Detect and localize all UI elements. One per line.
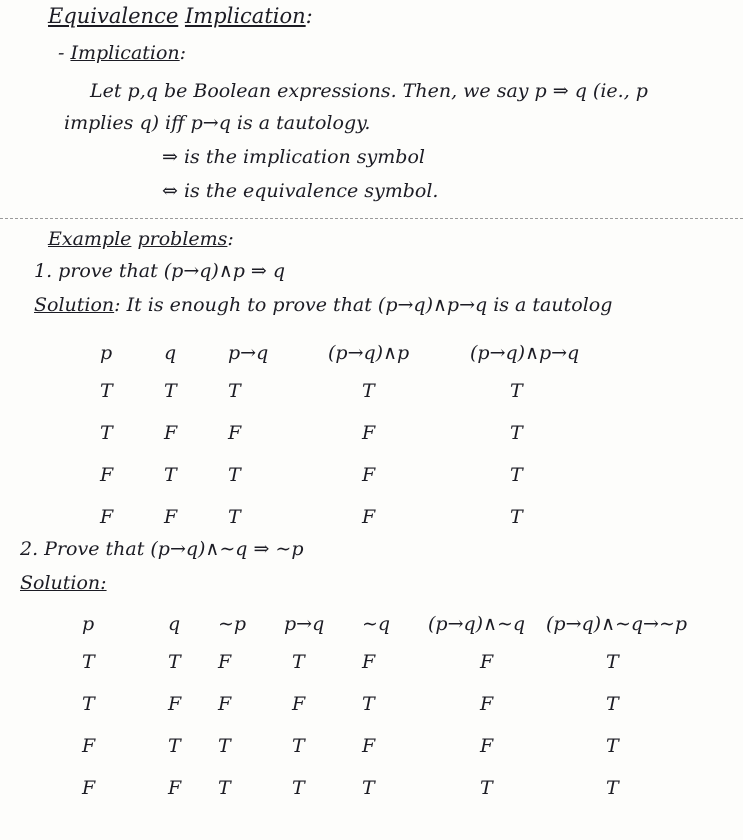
column-header: (p→q)∧∼q [428,613,526,635]
table-cell: T [228,380,241,402]
column-header: ∼q [362,613,391,635]
table-row [100,496,620,538]
table-cell: T [510,506,523,528]
table-cell: F [228,422,242,444]
table-cell: F [362,422,376,444]
table-cell: T [362,693,375,715]
column-header: q [164,342,177,364]
examples-heading-a: Example [48,228,132,250]
problem1-statement: 1. prove that (p→q)∧p ⇒ q [34,260,286,282]
table-row [82,767,726,809]
table-cell: T [362,380,375,402]
column-header: p [100,342,113,364]
examples-heading-suffix: : [227,228,234,250]
title-implication: Implication [184,4,306,28]
table-cell: T [164,464,177,486]
table-cell: T [82,651,95,673]
table-cell: T [228,506,241,528]
table-cell: F [362,464,376,486]
table-cell: F [168,693,182,715]
problem2-solution-label: Solution: [20,572,107,594]
table-cell: F [164,506,178,528]
table-cell: F [100,464,114,486]
table-row [100,370,620,412]
table-cell: T [510,422,523,444]
implication-symbol-line: ⇒ is the implication symbol [162,146,425,168]
table-cell: T [218,735,231,757]
table-cell: T [292,777,305,799]
section-divider [0,218,743,219]
table-cell: F [100,506,114,528]
column-header: p→q [284,613,325,635]
table-row [82,725,726,767]
table-row [100,412,620,454]
table-cell: T [480,777,493,799]
table-cell: F [362,735,376,757]
implication-heading [58,42,186,64]
implication-heading-label: Implication [70,42,180,64]
table-cell: T [510,380,523,402]
table-cell: T [606,693,619,715]
examples-heading [48,228,234,250]
column-header: (p→q)∧p [328,342,410,364]
table-cell: F [480,735,494,757]
table-row [82,641,726,683]
implication-line-1: Let p,q be Boolean expressions. Then, we say p ⇒ q (ie., p [90,80,648,102]
problem1-solution-label: Solution [34,294,115,316]
table-cell: T [606,651,619,673]
column-header: (p→q)∧∼q→∼p [546,613,688,635]
problem1-solution [34,294,612,316]
table-cell: T [292,735,305,757]
table-header-row [100,336,620,370]
table-cell: T [168,735,181,757]
title-equivalence: Equivalence [48,4,179,28]
table-cell: T [82,693,95,715]
table-cell: T [510,464,523,486]
table-header-row [82,607,726,641]
table-row [100,454,620,496]
table-cell: T [100,422,113,444]
table-cell: T [362,777,375,799]
table-cell: F [362,506,376,528]
table-cell: F [82,735,96,757]
table-cell: F [218,651,232,673]
problem2-statement: 2. Prove that (p→q)∧∼q ⇒ ∼p [20,538,304,560]
table-cell: T [168,651,181,673]
table-cell: F [362,651,376,673]
table-cell: F [164,422,178,444]
table-cell: F [218,693,232,715]
truth-table-2 [82,607,726,809]
table-row [82,683,726,725]
column-header: p [82,613,95,635]
table-cell: T [218,777,231,799]
table-cell: F [292,693,306,715]
column-header: (p→q)∧p→q [470,342,580,364]
table-cell: T [606,735,619,757]
table-cell: T [164,380,177,402]
column-header: q [168,613,181,635]
table-cell: T [228,464,241,486]
column-header: p→q [228,342,269,364]
table-cell: T [292,651,305,673]
truth-table-1 [100,336,620,538]
table-cell: F [168,777,182,799]
table-cell: F [480,693,494,715]
table-cell: F [480,651,494,673]
implication-heading-prefix: - [58,42,65,64]
table-cell: T [100,380,113,402]
implication-heading-suffix: : [179,42,187,64]
page-title [48,4,313,28]
title-suffix: : [305,4,313,28]
implication-line-2: implies q) iff p→q is a tautology. [64,112,371,134]
table-cell: T [606,777,619,799]
problem2-solution [20,572,107,594]
examples-heading-b: problems [137,228,228,250]
table-cell: F [82,777,96,799]
problem1-solution-text: : It is enough to prove that (p→q)∧p→q is a tautolog [114,294,613,316]
equivalence-symbol-line: ⇔ is the equivalence symbol. [162,180,439,202]
column-header: ∼p [218,613,247,635]
